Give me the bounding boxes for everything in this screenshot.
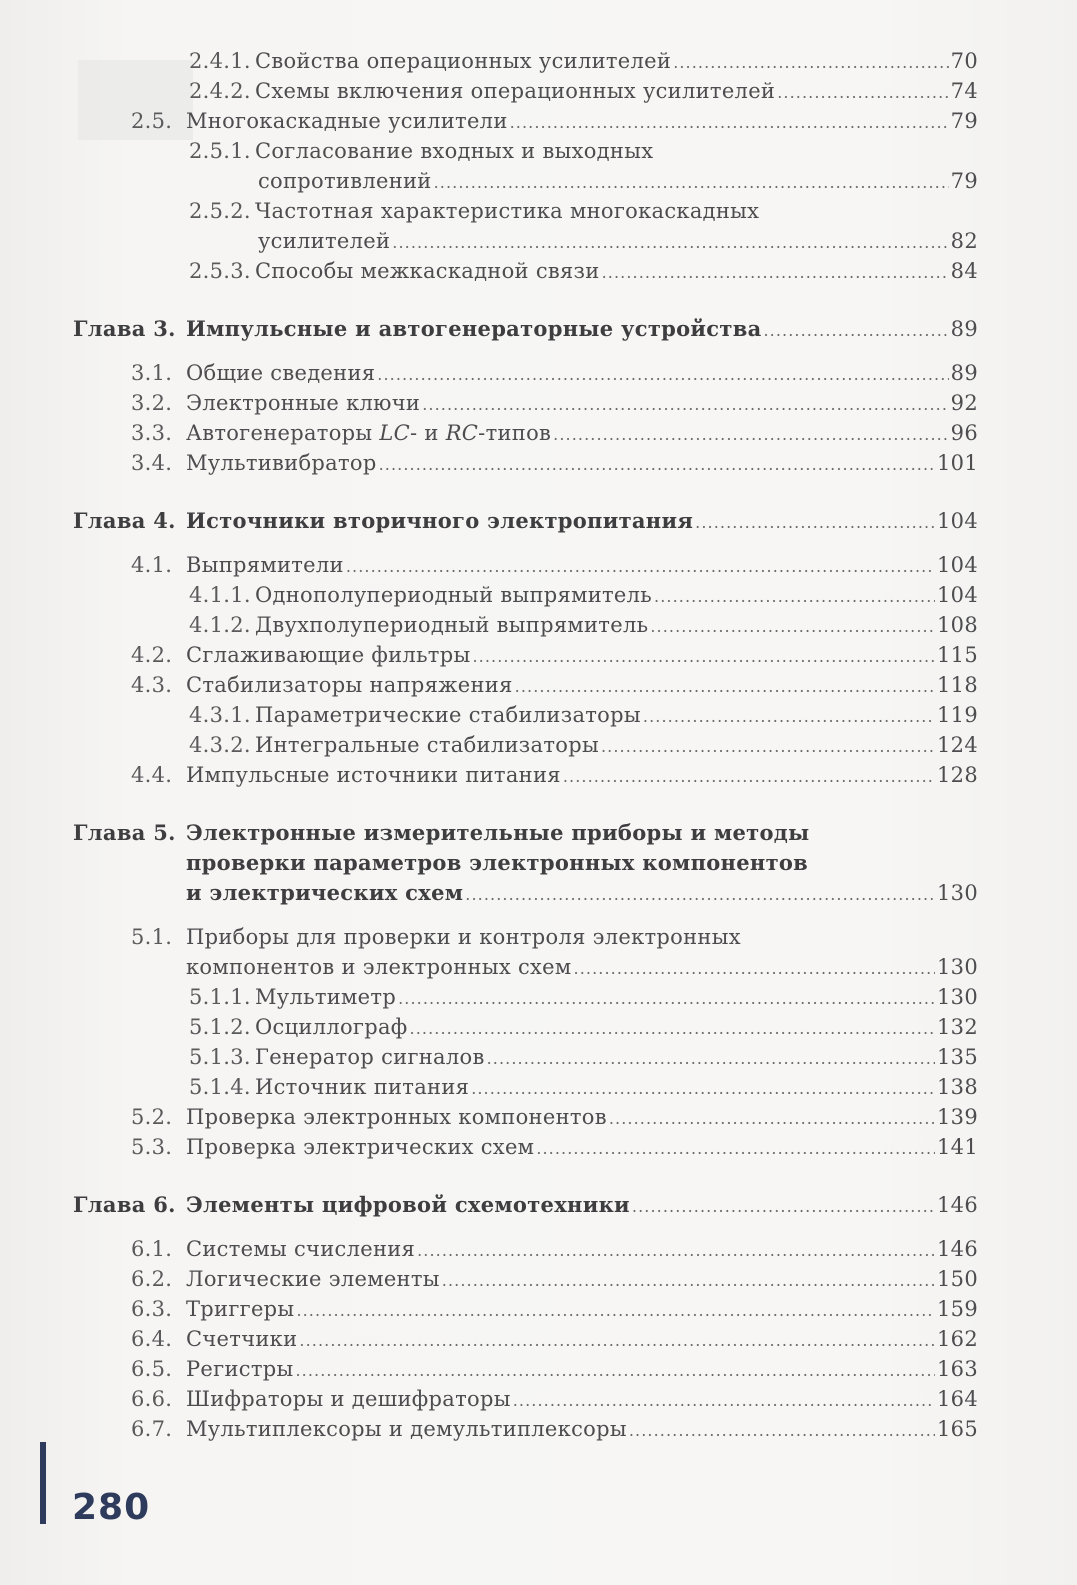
toc-line [73, 1042, 978, 1072]
section-number: 5.1.1. [189, 985, 251, 1009]
toc-line [73, 1264, 978, 1294]
leader-dots [553, 420, 949, 450]
section-number: 2.5.1. [189, 139, 251, 163]
section-number: 6.3. [131, 1297, 173, 1321]
toc-line-content [186, 1294, 978, 1326]
toc-line-content [255, 982, 978, 1014]
toc-item[interactable] [73, 196, 978, 256]
toc-page-number: 74 [950, 79, 978, 103]
toc-page-number: 70 [950, 49, 978, 73]
toc-page-number: 138 [937, 1075, 978, 1099]
section-number: 2.4.2. [189, 79, 251, 103]
toc-page-number: 79 [950, 109, 978, 133]
toc-item[interactable] [73, 358, 978, 388]
toc-entry-title: Свойства операционных усилителей [255, 49, 672, 73]
toc-entry-title: Регистры [186, 1357, 294, 1381]
toc-page-number: 139 [937, 1105, 978, 1129]
toc-entry-title: Шифраторы и дешифраторы [186, 1387, 511, 1411]
toc-entry-title: Согласование входных и выходных [255, 139, 654, 163]
toc-line-content [186, 1324, 978, 1356]
section-number: 5.3. [131, 1135, 173, 1159]
toc-entry-title: Параметрические стабилизаторы [255, 703, 641, 727]
toc-line [73, 388, 978, 418]
toc-line-content [186, 448, 978, 480]
toc-page-number: 150 [937, 1267, 978, 1291]
toc-line-content [255, 136, 653, 166]
section-number: 3.1. [131, 361, 173, 385]
toc-line [73, 1324, 978, 1354]
toc-line [73, 878, 978, 908]
toc-entry-title: Электронные измерительные приборы и методы [186, 820, 810, 845]
toc-entry-title: Приборы для проверки и контроля электронных [186, 925, 741, 949]
spacer [73, 478, 978, 506]
toc-line-content [186, 1234, 978, 1266]
toc-page-number: 124 [937, 733, 978, 757]
leader-dots [695, 508, 935, 538]
section-number: 4.1. [131, 553, 173, 577]
toc-page-number: 96 [950, 421, 978, 445]
toc-line [73, 982, 978, 1012]
toc-line-content [255, 1042, 978, 1074]
toc-line-content [255, 76, 978, 108]
toc-line-content [255, 256, 978, 288]
toc-line-content [186, 106, 978, 138]
leader-dots [673, 48, 948, 78]
toc-item[interactable] [73, 76, 978, 106]
toc-page-number: 165 [937, 1417, 978, 1441]
leader-dots [422, 390, 948, 420]
section-number: 6.2. [131, 1267, 173, 1291]
toc-line [73, 226, 978, 256]
toc-line-content [186, 550, 978, 582]
leader-dots [471, 1074, 935, 1104]
leader-dots [417, 1236, 935, 1266]
section-number: 5.1.3. [189, 1045, 251, 1069]
toc-line-content [186, 878, 978, 910]
section-number: 3.2. [131, 391, 173, 415]
toc-item[interactable] [73, 1384, 978, 1414]
toc-entry-title: Осциллограф [255, 1015, 408, 1039]
toc-entry-title: Выпрямители [186, 553, 344, 577]
leader-dots [410, 1014, 936, 1044]
toc-line-content [258, 226, 978, 258]
toc-entry-title: сопротивлений [258, 169, 432, 193]
toc-item[interactable] [73, 1012, 978, 1042]
leader-dots [379, 450, 935, 480]
toc-page-number: 92 [950, 391, 978, 415]
toc-line-content [255, 730, 978, 762]
leader-dots [643, 702, 935, 732]
toc-entry-title: компонентов и электронных схем [186, 955, 572, 979]
toc-entry-title: Импульсные и автогенераторные устройства [186, 316, 762, 341]
leader-dots [465, 880, 935, 910]
leader-dots [487, 1044, 935, 1074]
toc-entry-title: Электронные ключи [186, 391, 421, 415]
toc-line [73, 1354, 978, 1384]
toc-line [73, 922, 978, 952]
toc-page-number: 79 [950, 169, 978, 193]
toc-page-number: 130 [937, 985, 978, 1009]
leader-dots [510, 108, 949, 138]
toc-entry-title: Стабилизаторы напряжения [186, 673, 513, 697]
toc-item[interactable] [73, 760, 978, 790]
toc-entry-title: Двухполупериодный выпрямитель [255, 613, 649, 637]
toc-line-content [186, 1190, 978, 1222]
toc-line [73, 448, 978, 478]
toc-line-content [186, 1264, 978, 1296]
toc-item[interactable] [73, 1294, 978, 1324]
section-number: 5.1. [131, 925, 173, 949]
toc-item[interactable] [73, 550, 978, 580]
toc-item[interactable] [73, 1414, 978, 1444]
leader-dots [629, 1416, 935, 1446]
toc-line [73, 418, 978, 448]
toc-line-content [255, 46, 978, 78]
toc-line [73, 1012, 978, 1042]
toc-line-content [255, 580, 978, 612]
toc-line [73, 76, 978, 106]
toc-line [73, 1234, 978, 1264]
toc-chapter[interactable] [73, 286, 978, 358]
toc-chapter[interactable] [73, 478, 978, 550]
toc-line [73, 640, 978, 670]
section-number: 6.1. [131, 1237, 173, 1261]
toc-line [73, 136, 978, 166]
toc-entry-title: Мультивибратор [186, 451, 377, 475]
toc-line [73, 106, 978, 136]
toc-item[interactable] [73, 46, 978, 76]
leader-dots [296, 1356, 936, 1386]
spacer [73, 286, 978, 314]
toc-line [73, 196, 978, 226]
spacer [73, 344, 978, 358]
leader-dots [574, 954, 935, 984]
toc-line [73, 1414, 978, 1444]
toc-line [73, 730, 978, 760]
section-number: 3.4. [131, 451, 173, 475]
leader-dots [764, 316, 949, 346]
toc-item[interactable] [73, 1264, 978, 1294]
section-number: 3.3. [131, 421, 173, 445]
toc-item[interactable] [73, 610, 978, 640]
toc-line [73, 256, 978, 286]
toc-line [73, 314, 978, 344]
chapter-label: Глава 3. [73, 316, 176, 341]
leader-dots [442, 1266, 935, 1296]
toc-entry-title: Схемы включения операционных усилителей [255, 79, 776, 103]
toc-line [73, 610, 978, 640]
leader-dots [392, 228, 948, 258]
toc-entry-title: Счетчики [186, 1327, 298, 1351]
section-number: 2.5.2. [189, 199, 251, 223]
section-number: 4.1.1. [189, 583, 251, 607]
section-number: 4.3. [131, 673, 173, 697]
spacer [73, 908, 978, 922]
spacer [73, 536, 978, 550]
toc-line-content [186, 848, 808, 878]
leader-dots [563, 762, 935, 792]
toc-page-number: 130 [937, 881, 978, 905]
toc-item[interactable] [73, 580, 978, 610]
leader-dots [777, 78, 948, 108]
toc-line [73, 358, 978, 388]
page-number: 280 [72, 1487, 151, 1528]
toc-entry-title: Автогенераторы LC- и RC-типов [186, 421, 552, 445]
toc-line-content [186, 1102, 978, 1134]
toc-page-number: 84 [950, 259, 978, 283]
toc-page-number: 141 [937, 1135, 978, 1159]
toc-line-content [255, 700, 978, 732]
toc-line [73, 1132, 978, 1162]
toc-line-content [255, 1012, 978, 1044]
toc-page-number: 163 [937, 1357, 978, 1381]
toc-entry-title: Интегральные стабилизаторы [255, 733, 599, 757]
toc-page-number: 164 [937, 1387, 978, 1411]
toc-line [73, 1072, 978, 1102]
toc-entry-title: Способы межкаскадной связи [255, 259, 600, 283]
toc-entry-title: Логические элементы [186, 1267, 440, 1291]
toc-line [73, 46, 978, 76]
toc-line [73, 506, 978, 536]
toc-line-content [255, 1072, 978, 1104]
toc-item[interactable] [73, 1102, 978, 1132]
toc-line-content [186, 640, 978, 672]
leader-dots [609, 1104, 935, 1134]
toc-line [73, 760, 978, 790]
toc-line [73, 818, 978, 848]
spacer [73, 790, 978, 818]
toc-item[interactable] [73, 388, 978, 418]
toc-page-number: 118 [937, 673, 978, 697]
section-number: 2.5.3. [189, 259, 251, 283]
toc-page-number: 130 [937, 955, 978, 979]
chapter-label: Глава 4. [73, 508, 176, 533]
toc-entry-title: Проверка электрических схем [186, 1135, 535, 1159]
chapter-label: Глава 5. [73, 820, 176, 845]
leader-dots [515, 672, 935, 702]
toc-line-content [186, 818, 809, 848]
toc-page-number: 104 [937, 553, 978, 577]
leader-dots [654, 582, 935, 612]
leader-dots [434, 168, 949, 198]
toc-item[interactable] [73, 730, 978, 760]
toc-page-number: 104 [937, 583, 978, 607]
toc-page-number: 146 [937, 1237, 978, 1261]
toc-line [73, 670, 978, 700]
section-number: 4.3.2. [189, 733, 251, 757]
toc-chapter[interactable] [73, 1162, 978, 1234]
leader-dots [377, 360, 948, 390]
toc-item[interactable] [73, 256, 978, 286]
leader-dots [650, 612, 935, 642]
section-number: 2.5. [131, 109, 173, 133]
toc-item[interactable] [73, 640, 978, 670]
toc-page-number: 146 [937, 1193, 978, 1217]
toc-entry-title: Элементы цифровой схемотехники [186, 1192, 630, 1217]
section-number: 6.4. [131, 1327, 173, 1351]
toc-page-number: 89 [950, 361, 978, 385]
chapter-label: Глава 6. [73, 1192, 176, 1217]
page-number-bar [40, 1442, 46, 1524]
toc-line-content [258, 166, 978, 198]
toc-entry-title: Проверка электронных компонентов [186, 1105, 607, 1129]
toc-page-number: 159 [937, 1297, 978, 1321]
toc-entry-title: Источник питания [255, 1075, 470, 1099]
toc-item[interactable] [73, 670, 978, 700]
toc-item[interactable] [73, 1132, 978, 1162]
leader-dots [472, 642, 935, 672]
section-number: 4.4. [131, 763, 173, 787]
toc-line [73, 952, 978, 982]
toc-entry-title: Многокаскадные усилители [186, 109, 508, 133]
toc-page-number: 162 [937, 1327, 978, 1351]
spacer [73, 1162, 978, 1190]
toc-page-number: 101 [937, 451, 978, 475]
toc-item[interactable] [73, 106, 978, 136]
toc-line-content [186, 1354, 978, 1386]
toc-entry-title: Однополупериодный выпрямитель [255, 583, 653, 607]
toc-line [73, 1294, 978, 1324]
toc-line-content [255, 610, 978, 642]
leader-dots [513, 1386, 935, 1416]
toc-item[interactable] [73, 922, 978, 982]
toc-line [73, 550, 978, 580]
toc-entry-title: Общие сведения [186, 361, 376, 385]
spacer [73, 1220, 978, 1234]
toc-page-number: 89 [950, 317, 978, 341]
section-number: 6.5. [131, 1357, 173, 1381]
toc-page-number: 135 [937, 1045, 978, 1069]
toc-line [73, 166, 978, 196]
toc-entry-title: усилителей [258, 229, 391, 253]
toc-entry-title: Мультиплексоры и демультиплексоры [186, 1417, 627, 1441]
section-number: 4.1.2. [189, 613, 251, 637]
toc-line [73, 1102, 978, 1132]
toc-entry-title: Системы счисления [186, 1237, 416, 1261]
toc-line-content [186, 1414, 978, 1446]
section-number: 2.4.1. [189, 49, 251, 73]
toc-item[interactable] [73, 1324, 978, 1354]
toc-entry-title: Сглаживающие фильтры [186, 643, 471, 667]
toc-line-content [186, 1132, 978, 1164]
table-of-contents [73, 46, 978, 1444]
toc-line [73, 848, 978, 878]
toc-page-number: 132 [937, 1015, 978, 1039]
section-number: 4.3.1. [189, 703, 251, 727]
leader-dots [601, 732, 935, 762]
toc-line-content [186, 1384, 978, 1416]
toc-item[interactable] [73, 1072, 978, 1102]
toc-item[interactable] [73, 1234, 978, 1264]
toc-item[interactable] [73, 1042, 978, 1072]
toc-entry-title: Частотная характеристика многокаскадных [255, 199, 760, 223]
toc-line [73, 1190, 978, 1220]
section-number: 6.6. [131, 1387, 173, 1411]
toc-item[interactable] [73, 448, 978, 478]
toc-line-content [186, 952, 978, 984]
section-number: 6.7. [131, 1417, 173, 1441]
leader-dots [299, 1326, 935, 1356]
toc-item[interactable] [73, 418, 978, 448]
toc-page-number: 119 [937, 703, 978, 727]
toc-item[interactable] [73, 700, 978, 730]
toc-line-content [186, 506, 978, 538]
toc-line [73, 1384, 978, 1414]
toc-page-number: 128 [937, 763, 978, 787]
toc-item[interactable] [73, 1354, 978, 1384]
leader-dots [632, 1192, 935, 1222]
toc-page-number: 82 [950, 229, 978, 253]
leader-dots [296, 1296, 935, 1326]
toc-line-content [186, 670, 978, 702]
toc-entry-title: и электрических схем [186, 880, 464, 905]
leader-dots [346, 552, 935, 582]
section-number: 4.2. [131, 643, 173, 667]
toc-line-content [255, 196, 759, 226]
section-number: 5.1.2. [189, 1015, 251, 1039]
toc-line [73, 580, 978, 610]
toc-entry-title: Источники вторичного электропитания [186, 508, 694, 533]
toc-line-content [186, 418, 978, 450]
leader-dots [398, 984, 935, 1014]
toc-chapter[interactable] [73, 790, 978, 922]
toc-line-content [186, 314, 978, 346]
toc-entry-title: Мультиметр [255, 985, 397, 1009]
toc-line-content [186, 922, 741, 952]
toc-line-content [186, 388, 978, 420]
toc-line-content [186, 760, 978, 792]
toc-entry-title: проверки параметров электронных компонентов [186, 850, 809, 875]
toc-page-number: 108 [937, 613, 978, 637]
toc-page-number: 104 [937, 509, 978, 533]
leader-dots [602, 258, 949, 288]
toc-line [73, 700, 978, 730]
section-number: 5.1.4. [189, 1075, 251, 1099]
section-number: 5.2. [131, 1105, 173, 1129]
toc-entry-title: Импульсные источники питания [186, 763, 561, 787]
toc-item[interactable] [73, 982, 978, 1012]
toc-page-number: 115 [937, 643, 978, 667]
toc-item[interactable] [73, 136, 978, 196]
toc-entry-title: Генератор сигналов [255, 1045, 485, 1069]
leader-dots [536, 1134, 935, 1164]
toc-entry-title: Триггеры [186, 1297, 295, 1321]
toc-line-content [186, 358, 978, 390]
